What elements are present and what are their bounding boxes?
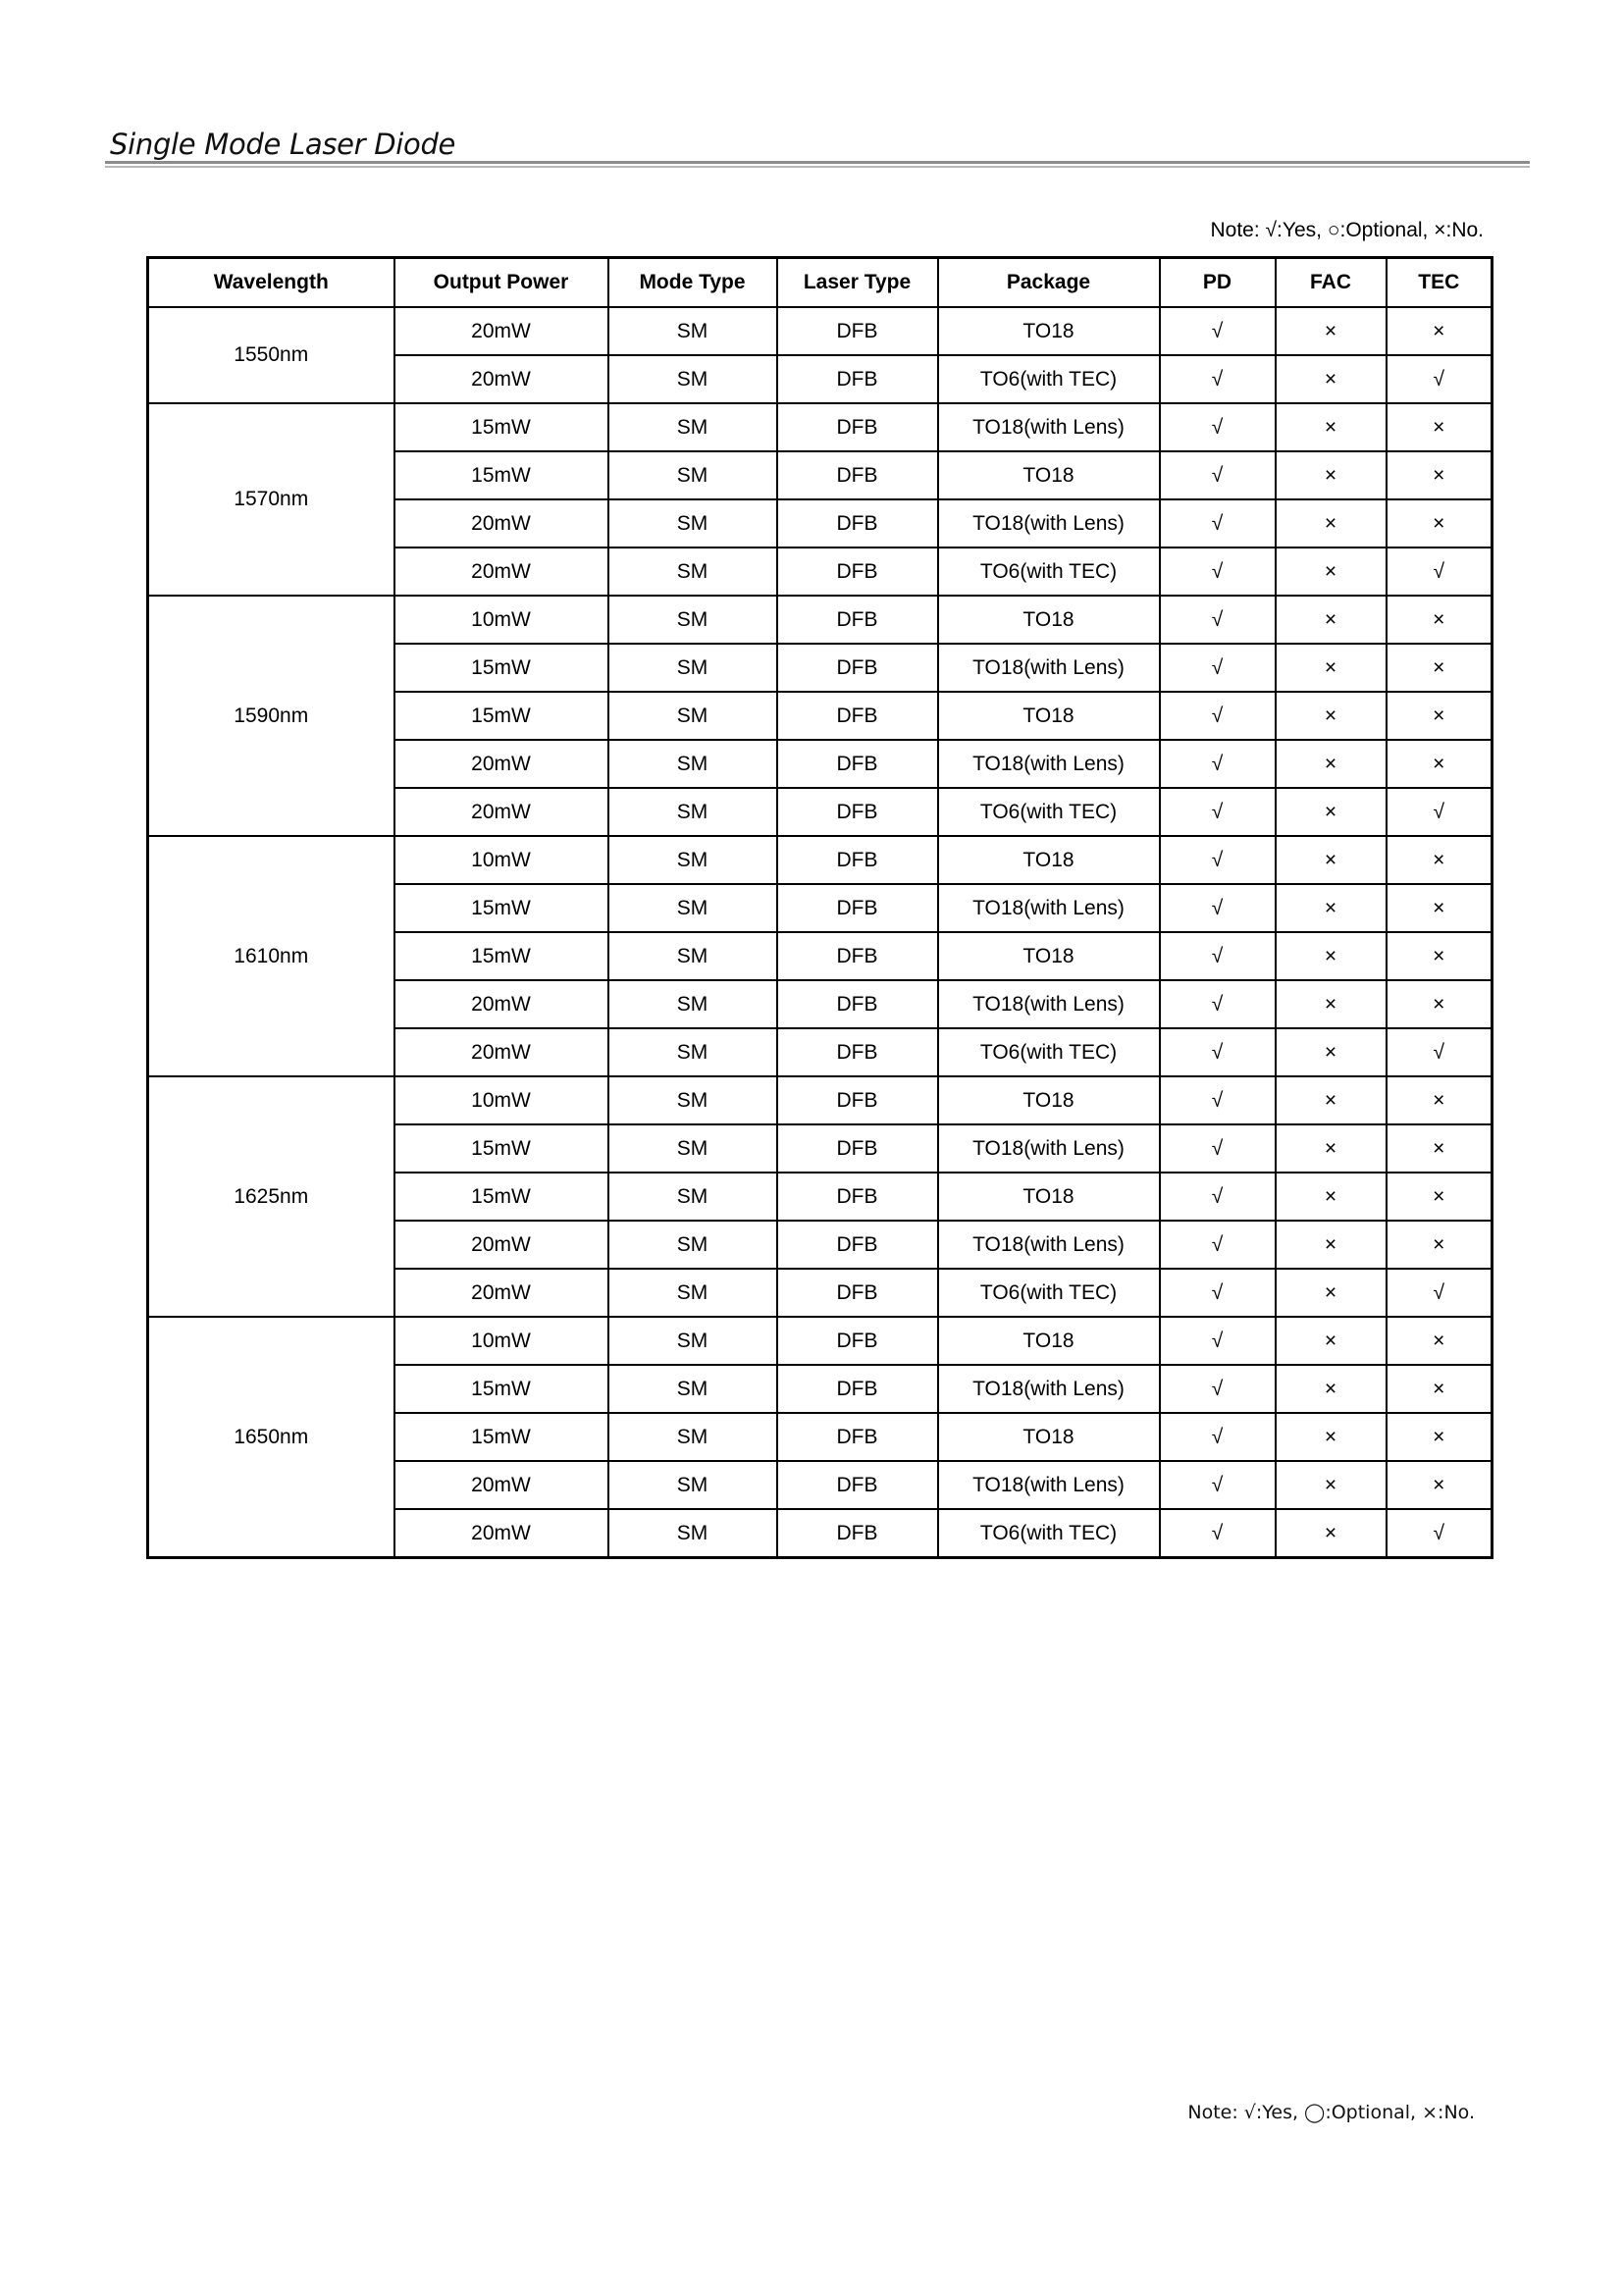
pd-cell: √ bbox=[1160, 355, 1276, 403]
tec-cell: × bbox=[1387, 451, 1493, 499]
mode-type-cell: SM bbox=[608, 499, 777, 548]
package-cell: TO18(with Lens) bbox=[938, 499, 1160, 548]
pd-cell: √ bbox=[1160, 451, 1276, 499]
output-power-cell: 15mW bbox=[394, 1365, 608, 1413]
tec-cell: × bbox=[1387, 1365, 1493, 1413]
fac-cell: × bbox=[1276, 644, 1387, 692]
output-power-cell: 10mW bbox=[394, 1076, 608, 1124]
fac-cell: × bbox=[1276, 740, 1387, 788]
fac-cell: × bbox=[1276, 1173, 1387, 1221]
pd-cell: √ bbox=[1160, 932, 1276, 980]
fac-cell: × bbox=[1276, 1269, 1387, 1317]
package-cell: TO18(with Lens) bbox=[938, 740, 1160, 788]
pd-cell: √ bbox=[1160, 692, 1276, 740]
fac-cell: × bbox=[1276, 1317, 1387, 1365]
tec-cell: × bbox=[1387, 1317, 1493, 1365]
tec-cell: × bbox=[1387, 1173, 1493, 1221]
table-row bbox=[148, 403, 1493, 451]
column-header-output-power: Output Power bbox=[394, 258, 608, 308]
pd-cell: √ bbox=[1160, 596, 1276, 644]
mode-type-cell: SM bbox=[608, 788, 777, 836]
mode-type-cell: SM bbox=[608, 403, 777, 451]
laser-type-cell: DFB bbox=[777, 403, 938, 451]
output-power-cell: 15mW bbox=[394, 1124, 608, 1173]
laser-type-cell: DFB bbox=[777, 596, 938, 644]
column-header-mode-type: Mode Type bbox=[608, 258, 777, 308]
laser-type-cell: DFB bbox=[777, 1413, 938, 1461]
mode-type-cell: SM bbox=[608, 1028, 777, 1076]
tec-cell: × bbox=[1387, 644, 1493, 692]
mode-type-cell: SM bbox=[608, 884, 777, 932]
column-header-package: Package bbox=[938, 258, 1160, 308]
pd-cell: √ bbox=[1160, 1365, 1276, 1413]
pd-cell: √ bbox=[1160, 1173, 1276, 1221]
column-header-laser-type: Laser Type bbox=[777, 258, 938, 308]
column-header-fac: FAC bbox=[1276, 258, 1387, 308]
package-cell: TO6(with TEC) bbox=[938, 1269, 1160, 1317]
mode-type-cell: SM bbox=[608, 836, 777, 884]
output-power-cell: 20mW bbox=[394, 980, 608, 1028]
mode-type-cell: SM bbox=[608, 1221, 777, 1269]
laser-type-cell: DFB bbox=[777, 1509, 938, 1558]
tec-cell: × bbox=[1387, 1124, 1493, 1173]
pd-cell: √ bbox=[1160, 1413, 1276, 1461]
tec-cell: × bbox=[1387, 884, 1493, 932]
output-power-cell: 10mW bbox=[394, 836, 608, 884]
fac-cell: × bbox=[1276, 836, 1387, 884]
mode-type-cell: SM bbox=[608, 1365, 777, 1413]
output-power-cell: 20mW bbox=[394, 355, 608, 403]
mode-type-cell: SM bbox=[608, 980, 777, 1028]
laser-type-cell: DFB bbox=[777, 836, 938, 884]
tec-cell: × bbox=[1387, 932, 1493, 980]
output-power-cell: 10mW bbox=[394, 596, 608, 644]
pd-cell: √ bbox=[1160, 1028, 1276, 1076]
wavelength-cell: 1650nm bbox=[148, 1317, 394, 1558]
laser-type-cell: DFB bbox=[777, 980, 938, 1028]
output-power-cell: 15mW bbox=[394, 403, 608, 451]
package-cell: TO6(with TEC) bbox=[938, 1028, 1160, 1076]
legend-note-top: Note: √:Yes, ○:Optional, ×:No. bbox=[1210, 219, 1484, 241]
laser-type-cell: DFB bbox=[777, 355, 938, 403]
tec-cell: × bbox=[1387, 1076, 1493, 1124]
tec-cell: × bbox=[1387, 692, 1493, 740]
laser-type-cell: DFB bbox=[777, 1221, 938, 1269]
package-cell: TO6(with TEC) bbox=[938, 548, 1160, 596]
tec-cell: × bbox=[1387, 836, 1493, 884]
package-cell: TO18(with Lens) bbox=[938, 644, 1160, 692]
pd-cell: √ bbox=[1160, 1461, 1276, 1509]
laser-type-cell: DFB bbox=[777, 1028, 938, 1076]
tec-cell: √ bbox=[1387, 1028, 1493, 1076]
output-power-cell: 20mW bbox=[394, 1269, 608, 1317]
fac-cell: × bbox=[1276, 884, 1387, 932]
laser-type-cell: DFB bbox=[777, 1076, 938, 1124]
wavelength-cell: 1570nm bbox=[148, 403, 394, 596]
laser-type-cell: DFB bbox=[777, 499, 938, 548]
pd-cell: √ bbox=[1160, 836, 1276, 884]
tec-cell: × bbox=[1387, 1413, 1493, 1461]
output-power-cell: 20mW bbox=[394, 1221, 608, 1269]
fac-cell: × bbox=[1276, 499, 1387, 548]
fac-cell: × bbox=[1276, 451, 1387, 499]
mode-type-cell: SM bbox=[608, 932, 777, 980]
package-cell: TO18(with Lens) bbox=[938, 1365, 1160, 1413]
table-row bbox=[148, 307, 1493, 355]
table-row bbox=[148, 596, 1493, 644]
page-title: Single Mode Laser Diode bbox=[110, 128, 456, 161]
output-power-cell: 15mW bbox=[394, 1173, 608, 1221]
wavelength-cell: 1550nm bbox=[148, 307, 394, 403]
column-header-wavelength: Wavelength bbox=[148, 258, 394, 308]
package-cell: TO18 bbox=[938, 1076, 1160, 1124]
package-cell: TO6(with TEC) bbox=[938, 788, 1160, 836]
mode-type-cell: SM bbox=[608, 1509, 777, 1558]
tec-cell: × bbox=[1387, 1461, 1493, 1509]
package-cell: TO18 bbox=[938, 1173, 1160, 1221]
output-power-cell: 20mW bbox=[394, 788, 608, 836]
fac-cell: × bbox=[1276, 307, 1387, 355]
output-power-cell: 20mW bbox=[394, 499, 608, 548]
mode-type-cell: SM bbox=[608, 596, 777, 644]
package-cell: TO18 bbox=[938, 932, 1160, 980]
fac-cell: × bbox=[1276, 1365, 1387, 1413]
tec-cell: × bbox=[1387, 307, 1493, 355]
tec-cell: √ bbox=[1387, 788, 1493, 836]
fac-cell: × bbox=[1276, 932, 1387, 980]
package-cell: TO18(with Lens) bbox=[938, 1221, 1160, 1269]
mode-type-cell: SM bbox=[608, 1461, 777, 1509]
laser-type-cell: DFB bbox=[777, 740, 938, 788]
pd-cell: √ bbox=[1160, 1221, 1276, 1269]
output-power-cell: 15mW bbox=[394, 644, 608, 692]
wavelength-cell: 1610nm bbox=[148, 836, 394, 1076]
pd-cell: √ bbox=[1160, 1076, 1276, 1124]
fac-cell: × bbox=[1276, 1076, 1387, 1124]
package-cell: TO18(with Lens) bbox=[938, 1124, 1160, 1173]
output-power-cell: 15mW bbox=[394, 1413, 608, 1461]
table-row bbox=[148, 1317, 1493, 1365]
pd-cell: √ bbox=[1160, 307, 1276, 355]
laser-type-cell: DFB bbox=[777, 548, 938, 596]
mode-type-cell: SM bbox=[608, 1124, 777, 1173]
mode-type-cell: SM bbox=[608, 451, 777, 499]
tec-cell: × bbox=[1387, 499, 1493, 548]
table-row bbox=[148, 1076, 1493, 1124]
package-cell: TO18 bbox=[938, 596, 1160, 644]
output-power-cell: 15mW bbox=[394, 692, 608, 740]
table-body bbox=[148, 307, 1493, 1558]
output-power-cell: 20mW bbox=[394, 1028, 608, 1076]
tec-cell: × bbox=[1387, 596, 1493, 644]
laser-type-cell: DFB bbox=[777, 1461, 938, 1509]
laser-type-cell: DFB bbox=[777, 884, 938, 932]
column-header-pd: PD bbox=[1160, 258, 1276, 308]
output-power-cell: 20mW bbox=[394, 1461, 608, 1509]
title-divider-shadow bbox=[105, 166, 1530, 168]
legend-note-bottom: Note: √:Yes, ◯:Optional, ×:No. bbox=[1187, 2102, 1475, 2123]
table-header-row bbox=[148, 258, 1493, 308]
wavelength-cell: 1625nm bbox=[148, 1076, 394, 1317]
fac-cell: × bbox=[1276, 1509, 1387, 1558]
output-power-cell: 20mW bbox=[394, 307, 608, 355]
output-power-cell: 15mW bbox=[394, 451, 608, 499]
mode-type-cell: SM bbox=[608, 692, 777, 740]
title-divider bbox=[105, 161, 1530, 164]
laser-diode-spec-table bbox=[146, 256, 1493, 1559]
fac-cell: × bbox=[1276, 596, 1387, 644]
output-power-cell: 20mW bbox=[394, 548, 608, 596]
laser-type-cell: DFB bbox=[777, 644, 938, 692]
table-row bbox=[148, 836, 1493, 884]
pd-cell: √ bbox=[1160, 644, 1276, 692]
fac-cell: × bbox=[1276, 548, 1387, 596]
mode-type-cell: SM bbox=[608, 1317, 777, 1365]
column-header-tec: TEC bbox=[1387, 258, 1493, 308]
tec-cell: × bbox=[1387, 403, 1493, 451]
mode-type-cell: SM bbox=[608, 548, 777, 596]
laser-type-cell: DFB bbox=[777, 1269, 938, 1317]
output-power-cell: 20mW bbox=[394, 740, 608, 788]
laser-type-cell: DFB bbox=[777, 307, 938, 355]
tec-cell: √ bbox=[1387, 355, 1493, 403]
pd-cell: √ bbox=[1160, 980, 1276, 1028]
tec-cell: √ bbox=[1387, 548, 1493, 596]
mode-type-cell: SM bbox=[608, 1269, 777, 1317]
pd-cell: √ bbox=[1160, 1509, 1276, 1558]
laser-type-cell: DFB bbox=[777, 932, 938, 980]
pd-cell: √ bbox=[1160, 740, 1276, 788]
pd-cell: √ bbox=[1160, 1269, 1276, 1317]
package-cell: TO18(with Lens) bbox=[938, 403, 1160, 451]
wavelength-cell: 1590nm bbox=[148, 596, 394, 836]
pd-cell: √ bbox=[1160, 403, 1276, 451]
laser-type-cell: DFB bbox=[777, 1365, 938, 1413]
fac-cell: × bbox=[1276, 1028, 1387, 1076]
fac-cell: × bbox=[1276, 980, 1387, 1028]
tec-cell: √ bbox=[1387, 1269, 1493, 1317]
laser-type-cell: DFB bbox=[777, 1124, 938, 1173]
mode-type-cell: SM bbox=[608, 644, 777, 692]
pd-cell: √ bbox=[1160, 499, 1276, 548]
package-cell: TO18 bbox=[938, 1413, 1160, 1461]
package-cell: TO18(with Lens) bbox=[938, 1461, 1160, 1509]
package-cell: TO6(with TEC) bbox=[938, 355, 1160, 403]
fac-cell: × bbox=[1276, 1124, 1387, 1173]
tec-cell: × bbox=[1387, 1221, 1493, 1269]
mode-type-cell: SM bbox=[608, 307, 777, 355]
laser-type-cell: DFB bbox=[777, 788, 938, 836]
package-cell: TO18 bbox=[938, 1317, 1160, 1365]
laser-type-cell: DFB bbox=[777, 1173, 938, 1221]
mode-type-cell: SM bbox=[608, 1076, 777, 1124]
package-cell: TO18(with Lens) bbox=[938, 980, 1160, 1028]
package-cell: TO18 bbox=[938, 836, 1160, 884]
pd-cell: √ bbox=[1160, 548, 1276, 596]
fac-cell: × bbox=[1276, 1413, 1387, 1461]
output-power-cell: 10mW bbox=[394, 1317, 608, 1365]
package-cell: TO6(with TEC) bbox=[938, 1509, 1160, 1558]
fac-cell: × bbox=[1276, 403, 1387, 451]
output-power-cell: 15mW bbox=[394, 932, 608, 980]
mode-type-cell: SM bbox=[608, 1173, 777, 1221]
tec-cell: × bbox=[1387, 740, 1493, 788]
mode-type-cell: SM bbox=[608, 355, 777, 403]
package-cell: TO18 bbox=[938, 692, 1160, 740]
fac-cell: × bbox=[1276, 788, 1387, 836]
fac-cell: × bbox=[1276, 692, 1387, 740]
fac-cell: × bbox=[1276, 1221, 1387, 1269]
pd-cell: √ bbox=[1160, 788, 1276, 836]
laser-type-cell: DFB bbox=[777, 451, 938, 499]
tec-cell: √ bbox=[1387, 1509, 1493, 1558]
tec-cell: × bbox=[1387, 980, 1493, 1028]
pd-cell: √ bbox=[1160, 1124, 1276, 1173]
package-cell: TO18 bbox=[938, 451, 1160, 499]
fac-cell: × bbox=[1276, 355, 1387, 403]
output-power-cell: 15mW bbox=[394, 884, 608, 932]
laser-type-cell: DFB bbox=[777, 692, 938, 740]
mode-type-cell: SM bbox=[608, 740, 777, 788]
output-power-cell: 20mW bbox=[394, 1509, 608, 1558]
package-cell: TO18 bbox=[938, 307, 1160, 355]
laser-type-cell: DFB bbox=[777, 1317, 938, 1365]
pd-cell: √ bbox=[1160, 884, 1276, 932]
pd-cell: √ bbox=[1160, 1317, 1276, 1365]
fac-cell: × bbox=[1276, 1461, 1387, 1509]
mode-type-cell: SM bbox=[608, 1413, 777, 1461]
package-cell: TO18(with Lens) bbox=[938, 884, 1160, 932]
